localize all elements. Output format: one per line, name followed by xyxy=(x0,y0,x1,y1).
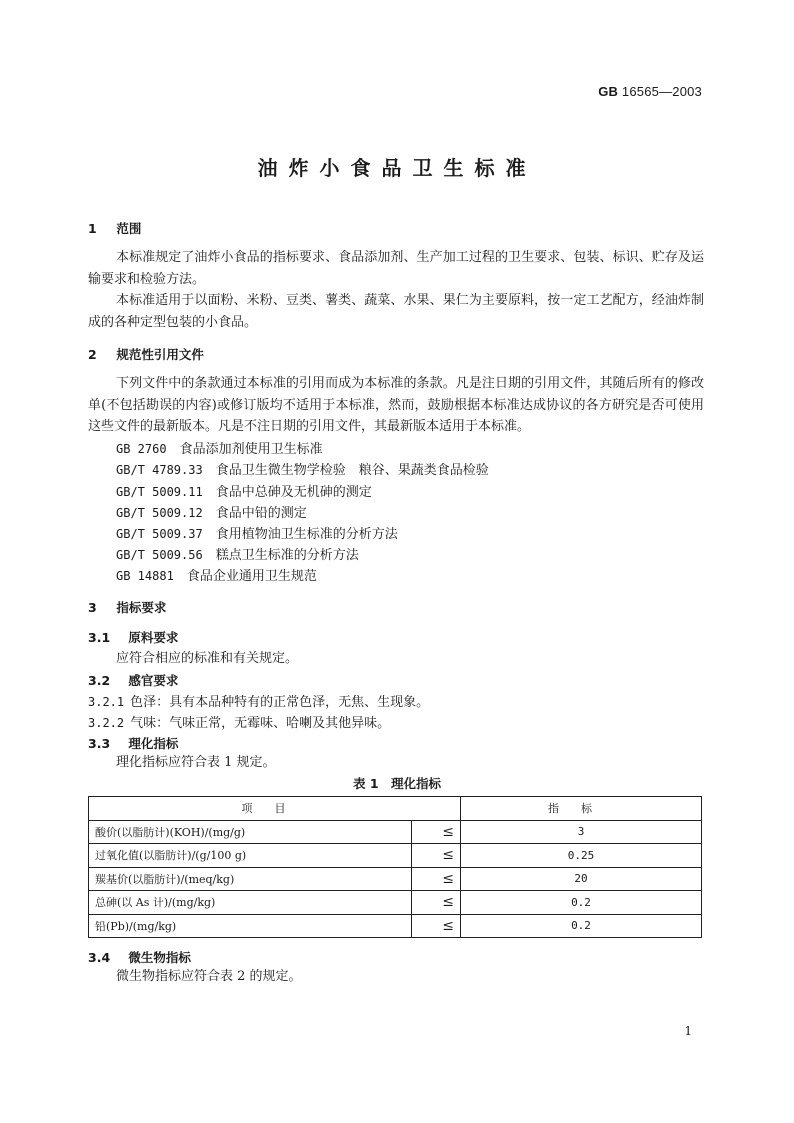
reference-code: GB/T 4789.33 xyxy=(116,463,203,477)
row-operator: ≤ xyxy=(412,914,461,938)
clause-number: 3.2.1 xyxy=(88,695,125,709)
row-item: 总砷(以 As 计)/(mg/kg) xyxy=(89,891,412,915)
reference-name: 糕点卫生标准的分析方法 xyxy=(215,548,359,563)
reference-name: 食品添加剂使用卫生标准 xyxy=(179,442,323,457)
section-title: 指标要求 xyxy=(116,600,167,615)
table-header-row xyxy=(89,797,702,821)
section-number: 2 xyxy=(88,347,97,362)
row-operator: ≤ xyxy=(412,867,461,891)
section-1-paragraph-2: 本标准适用于以面粉、米粉、豆类、薯类、蔬菜、水果、果仁为主要原料，按一定工艺配方，经油炸制成的各种定型包装的小食品。 xyxy=(88,293,704,330)
row-item: 酸价(以脂肪计)(KOH)/(mg/g) xyxy=(89,820,412,844)
reference-item xyxy=(116,459,489,478)
section-2-paragraph: 下列文件中的条款通过本标准的引用而成为本标准的条款。凡是注日期的引用文件，其随后所有的修改单(不包括勘误的内容)或修订版均不适用于本标准，然而，鼓励根据本标准达成协议的各方研究是否可使用这些文件的最新版本。凡是不注日期的引用文件，其最新版本适用于本标准。 xyxy=(88,376,704,434)
section-title: 微生物指标 xyxy=(128,950,191,965)
reference-name: 食品中总砷及无机砷的测定 xyxy=(215,485,372,500)
table-row xyxy=(89,914,702,938)
row-item: 羰基价(以脂肪计)/(meq/kg) xyxy=(89,867,412,891)
row-value: 0.2 xyxy=(461,891,702,915)
clause-text: 色泽：具有本品种特有的正常色泽，无焦、生现象。 xyxy=(130,695,430,710)
clause-number: 3.2.2 xyxy=(88,716,125,730)
section-3-3-heading xyxy=(88,734,178,752)
row-value: 0.2 xyxy=(461,914,702,938)
standard-number xyxy=(598,84,702,99)
table-1-caption: 表 1 理化指标 xyxy=(352,776,442,791)
reference-code: GB 14881 xyxy=(116,569,174,583)
section-3-3-text: 理化指标应符合表 1 规定。 xyxy=(116,755,276,770)
section-title: 理化指标 xyxy=(128,736,179,751)
reference-item xyxy=(116,438,323,457)
section-number: 3.1 xyxy=(88,630,111,645)
section-3-2-1 xyxy=(88,691,429,710)
section-1-heading xyxy=(88,219,141,237)
row-operator: ≤ xyxy=(412,844,461,868)
table-1 xyxy=(88,796,702,938)
section-3-1-text: 应符合相应的标准和有关规定。 xyxy=(116,651,299,666)
reference-item xyxy=(116,481,372,500)
section-3-2-2 xyxy=(88,712,390,731)
table-row xyxy=(89,891,702,915)
section-2-heading xyxy=(88,345,204,363)
reference-code: GB/T 5009.37 xyxy=(116,527,203,541)
section-title: 原料要求 xyxy=(128,630,179,645)
section-3-4-text: 微生物指标应符合表 2 的规定。 xyxy=(116,969,302,984)
document-title: 油炸小食品卫生标准 xyxy=(257,156,537,180)
table-row xyxy=(89,820,702,844)
section-number: 1 xyxy=(88,221,97,236)
column-header-item: 项目 xyxy=(89,797,461,821)
row-value: 20 xyxy=(461,867,702,891)
reference-code: GB/T 5009.11 xyxy=(116,485,203,499)
reference-name: 食用植物油卫生标准的分析方法 xyxy=(215,527,398,542)
section-number: 3.3 xyxy=(88,736,111,751)
reference-item xyxy=(116,502,307,521)
section-number: 3.4 xyxy=(88,950,111,965)
reference-item xyxy=(116,544,359,563)
section-number: 3.2 xyxy=(88,673,111,688)
standard-prefix: GB xyxy=(598,84,619,99)
row-operator: ≤ xyxy=(412,891,461,915)
section-number: 3 xyxy=(88,600,97,615)
clause-text: 气味：气味正常，无霉味、哈喇及其他异味。 xyxy=(130,716,391,731)
reference-name: 食品企业通用卫生规范 xyxy=(186,569,317,584)
row-value: 3 xyxy=(461,820,702,844)
table-row xyxy=(89,867,702,891)
reference-code: GB 2760 xyxy=(116,442,167,456)
row-value: 0.25 xyxy=(461,844,702,868)
section-title: 感官要求 xyxy=(128,673,179,688)
section-3-1-heading xyxy=(88,628,178,646)
reference-code: GB/T 5009.12 xyxy=(116,506,203,520)
section-title: 范围 xyxy=(116,221,142,236)
table-row xyxy=(89,844,702,868)
reference-code: GB/T 5009.56 xyxy=(116,548,203,562)
reference-name: 食品中铅的测定 xyxy=(215,506,307,521)
section-title: 规范性引用文件 xyxy=(116,347,204,362)
column-header-value: 指标 xyxy=(461,797,702,821)
reference-item xyxy=(116,523,398,542)
section-3-2-heading xyxy=(88,671,178,689)
section-1-paragraph-1: 本标准规定了油炸小食品的指标要求、食品添加剂、生产加工过程的卫生要求、包装、标识、贮存及运输要求和检验方法。 xyxy=(88,250,704,287)
row-item: 铅(Pb)/(mg/kg) xyxy=(89,914,412,938)
row-item: 过氧化值(以脂肪计)/(g/100 g) xyxy=(89,844,412,868)
reference-item xyxy=(116,565,317,584)
standard-code: 16565—2003 xyxy=(621,84,702,99)
row-operator: ≤ xyxy=(412,820,461,844)
reference-name: 食品卫生微生物学检验 粮谷、果蔬类食品检验 xyxy=(215,463,489,478)
section-3-4-heading xyxy=(88,948,191,966)
section-3-heading xyxy=(88,598,166,616)
page-number: 1 xyxy=(684,1024,692,1038)
